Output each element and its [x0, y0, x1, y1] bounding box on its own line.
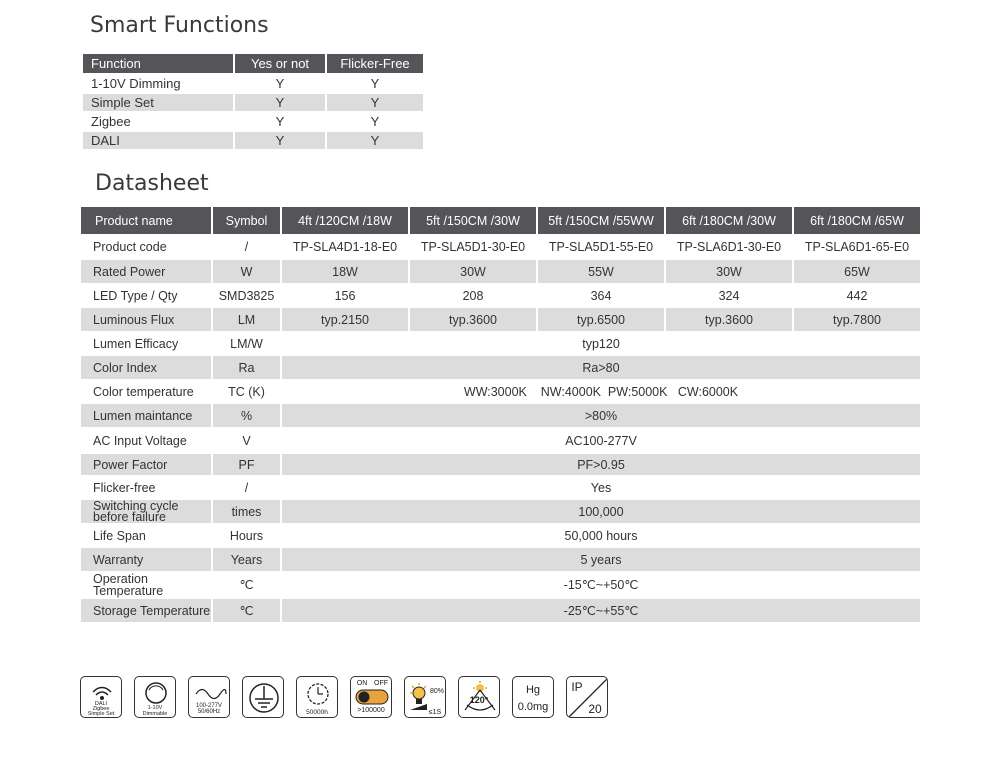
- row-value: 364: [590, 288, 612, 303]
- row-value: typ.3600: [410, 308, 536, 331]
- yes-or-not-value: Y: [275, 114, 285, 129]
- row-value-span: typ120: [582, 336, 620, 351]
- header-product-name: Product name: [81, 207, 211, 234]
- smart-header-flicker-free: Flicker-Free: [327, 54, 423, 73]
- header-model: 6ft /180CM /65W: [794, 207, 920, 234]
- table-row: [83, 75, 423, 92]
- row-value-span: Yes: [590, 480, 612, 495]
- row-value-span: AC100-277V: [565, 433, 637, 448]
- row-label: Lumen maintance: [81, 404, 211, 427]
- row-value: TP-SLA5D1-30-E0: [420, 240, 526, 254]
- row-symbol: Ra: [213, 356, 280, 379]
- table-row: [81, 429, 920, 452]
- icon-label: >100000: [357, 707, 385, 714]
- flicker-free-value: Y: [370, 76, 380, 91]
- row-value: TP-SLA6D1-65-E0: [804, 240, 910, 254]
- row-label: Operation Temperature: [93, 572, 164, 598]
- row-value: typ.6500: [538, 308, 664, 331]
- header-model: 4ft /120CM /18W: [282, 207, 408, 234]
- icon-label: IP: [571, 680, 583, 694]
- row-label: Color Index: [81, 356, 211, 379]
- row-label: Power Factor: [81, 454, 211, 475]
- row-symbol: ℃: [213, 599, 280, 622]
- row-value-span: >80%: [282, 404, 920, 427]
- row-symbol: LM: [213, 308, 280, 331]
- function-name: Zigbee: [91, 114, 131, 129]
- table-row: [83, 113, 423, 130]
- row-symbol: Years: [213, 548, 280, 571]
- function-name: Simple Set: [83, 94, 233, 111]
- row-value-span: -25℃~+55℃: [282, 599, 920, 622]
- icon-label: Zigbee: [92, 706, 110, 712]
- row-value: 55W: [538, 260, 664, 283]
- row-value: typ.7800: [794, 308, 920, 331]
- ip-rating-icon: [566, 676, 608, 718]
- row-value-span: WW:3000K NW:4000K PW:5000K CW:6000K: [463, 384, 739, 399]
- table-row: [81, 333, 920, 354]
- table-row: [81, 500, 920, 523]
- switch-cycle-icon: [350, 676, 392, 718]
- smart-header-row: [83, 54, 423, 73]
- yes-or-not-value: Y: [275, 76, 285, 91]
- row-value: 65W: [794, 260, 920, 283]
- row-label: Luminous Flux: [81, 308, 211, 331]
- table-row: [81, 599, 920, 622]
- icon-label: 1-10V: [147, 705, 163, 711]
- icon-label: 20: [588, 702, 602, 716]
- row-label: Storage Temperature: [81, 599, 211, 622]
- row-value: TP-SLA6D1-30-E0: [676, 240, 782, 254]
- row-symbol: /: [244, 240, 249, 254]
- dali-zigbee-icon: [80, 676, 122, 718]
- smart-functions-table: [81, 52, 425, 151]
- function-name: DALI: [83, 132, 233, 149]
- yes-or-not-value: Y: [235, 94, 325, 111]
- row-value-span: PF>0.95: [282, 454, 920, 475]
- smart-header-function: Function: [83, 54, 233, 73]
- row-label: LED Type / Qty: [93, 288, 178, 303]
- table-row: [81, 454, 920, 475]
- mercury-icon: [512, 676, 554, 718]
- row-value-span: 100,000: [282, 500, 920, 523]
- row-symbol: times: [213, 500, 280, 523]
- header-symbol: Symbol: [213, 207, 280, 234]
- row-symbol: LM/W: [230, 336, 263, 351]
- row-symbol: TC (K): [228, 384, 265, 399]
- datasheet-title: Datasheet: [95, 171, 209, 196]
- row-symbol: ℃: [239, 578, 254, 592]
- header-model: 6ft /180CM /30W: [666, 207, 792, 234]
- row-label: Color temperature: [93, 384, 194, 399]
- table-row: [81, 404, 920, 427]
- row-label: AC Input Voltage: [93, 433, 187, 448]
- row-symbol: W: [213, 260, 280, 283]
- icon-label: 50/60Hz: [197, 709, 221, 715]
- row-symbol: SMD3825: [218, 288, 275, 303]
- table-row: [81, 356, 920, 379]
- voltage-icon: [188, 676, 230, 718]
- row-label: Flicker-free: [93, 480, 156, 495]
- dimmable-icon: [134, 676, 176, 718]
- row-value: typ.3600: [666, 308, 792, 331]
- table-row: [81, 285, 920, 306]
- table-row: [81, 548, 920, 571]
- datasheet-header-row: [81, 207, 920, 234]
- row-symbol: PF: [213, 454, 280, 475]
- table-row: [81, 308, 920, 331]
- smart-header-yes-or-not: Yes or not: [235, 54, 325, 73]
- row-label: Lumen Efficacy: [93, 336, 179, 351]
- icon-label: 100-277V: [195, 703, 223, 709]
- row-value: 156: [334, 288, 356, 303]
- table-row: [83, 94, 423, 111]
- table-row: [81, 525, 920, 546]
- icon-label: Dimmable: [142, 711, 168, 717]
- row-value: 18W: [282, 260, 408, 283]
- lifespan-icon: [296, 676, 338, 718]
- header-model: 5ft /150CM /55WW: [538, 207, 664, 234]
- icon-label: ON: [356, 680, 368, 687]
- row-value-span: 50,000 hours: [564, 528, 638, 543]
- row-value: TP-SLA5D1-55-E0: [548, 240, 654, 254]
- icon-label: Hg: [525, 684, 541, 696]
- row-value-span: Ra>80: [282, 356, 920, 379]
- row-value: typ.2150: [282, 308, 408, 331]
- table-row: [81, 573, 920, 597]
- table-row: [81, 260, 920, 283]
- row-label: Switching cycle before failure: [81, 500, 211, 523]
- table-row: [81, 381, 920, 402]
- header-model: 5ft /150CM /30W: [410, 207, 536, 234]
- row-value: 30W: [410, 260, 536, 283]
- row-value-span: -15℃~+50℃: [563, 578, 639, 592]
- row-value: 324: [718, 288, 740, 303]
- smart-functions-title: Smart Functions: [90, 13, 269, 38]
- table-row: [81, 236, 920, 258]
- icon-label: OFF: [374, 680, 388, 687]
- icon-label: ≤1S: [428, 709, 442, 716]
- row-symbol: %: [213, 404, 280, 427]
- function-name: 1-10V Dimming: [91, 76, 181, 91]
- icon-label: 0.0mg: [517, 701, 549, 713]
- icon-label: Simple Set: [87, 711, 115, 717]
- icon-label: 120°: [469, 695, 489, 705]
- datasheet-table: [79, 205, 922, 624]
- row-value: 442: [846, 288, 868, 303]
- row-value: TP-SLA4D1-18-E0: [292, 240, 398, 254]
- icon-label: 80%: [429, 688, 444, 695]
- ground-icon: [242, 676, 284, 718]
- table-row: [81, 477, 920, 498]
- row-label: Life Span: [93, 528, 146, 543]
- row-value: 208: [462, 288, 484, 303]
- row-value-span: 5 years: [282, 548, 920, 571]
- row-symbol: Hours: [229, 528, 264, 543]
- row-label: Rated Power: [81, 260, 211, 283]
- row-label: Product code: [93, 240, 167, 254]
- feature-icons-row: [80, 676, 620, 722]
- yes-or-not-value: Y: [235, 132, 325, 149]
- row-value: 30W: [666, 260, 792, 283]
- flicker-free-value: Y: [327, 132, 423, 149]
- flicker-free-value: Y: [327, 94, 423, 111]
- sensor-icon: [404, 676, 446, 718]
- row-symbol: /: [244, 480, 249, 495]
- row-symbol: V: [242, 433, 251, 448]
- row-label: Warranty: [81, 548, 211, 571]
- table-row: [83, 132, 423, 149]
- icon-label: 50000h: [306, 709, 328, 716]
- icon-label: DALI: [94, 701, 108, 707]
- beam-angle-icon: [458, 676, 500, 718]
- flicker-free-value: Y: [370, 114, 380, 129]
